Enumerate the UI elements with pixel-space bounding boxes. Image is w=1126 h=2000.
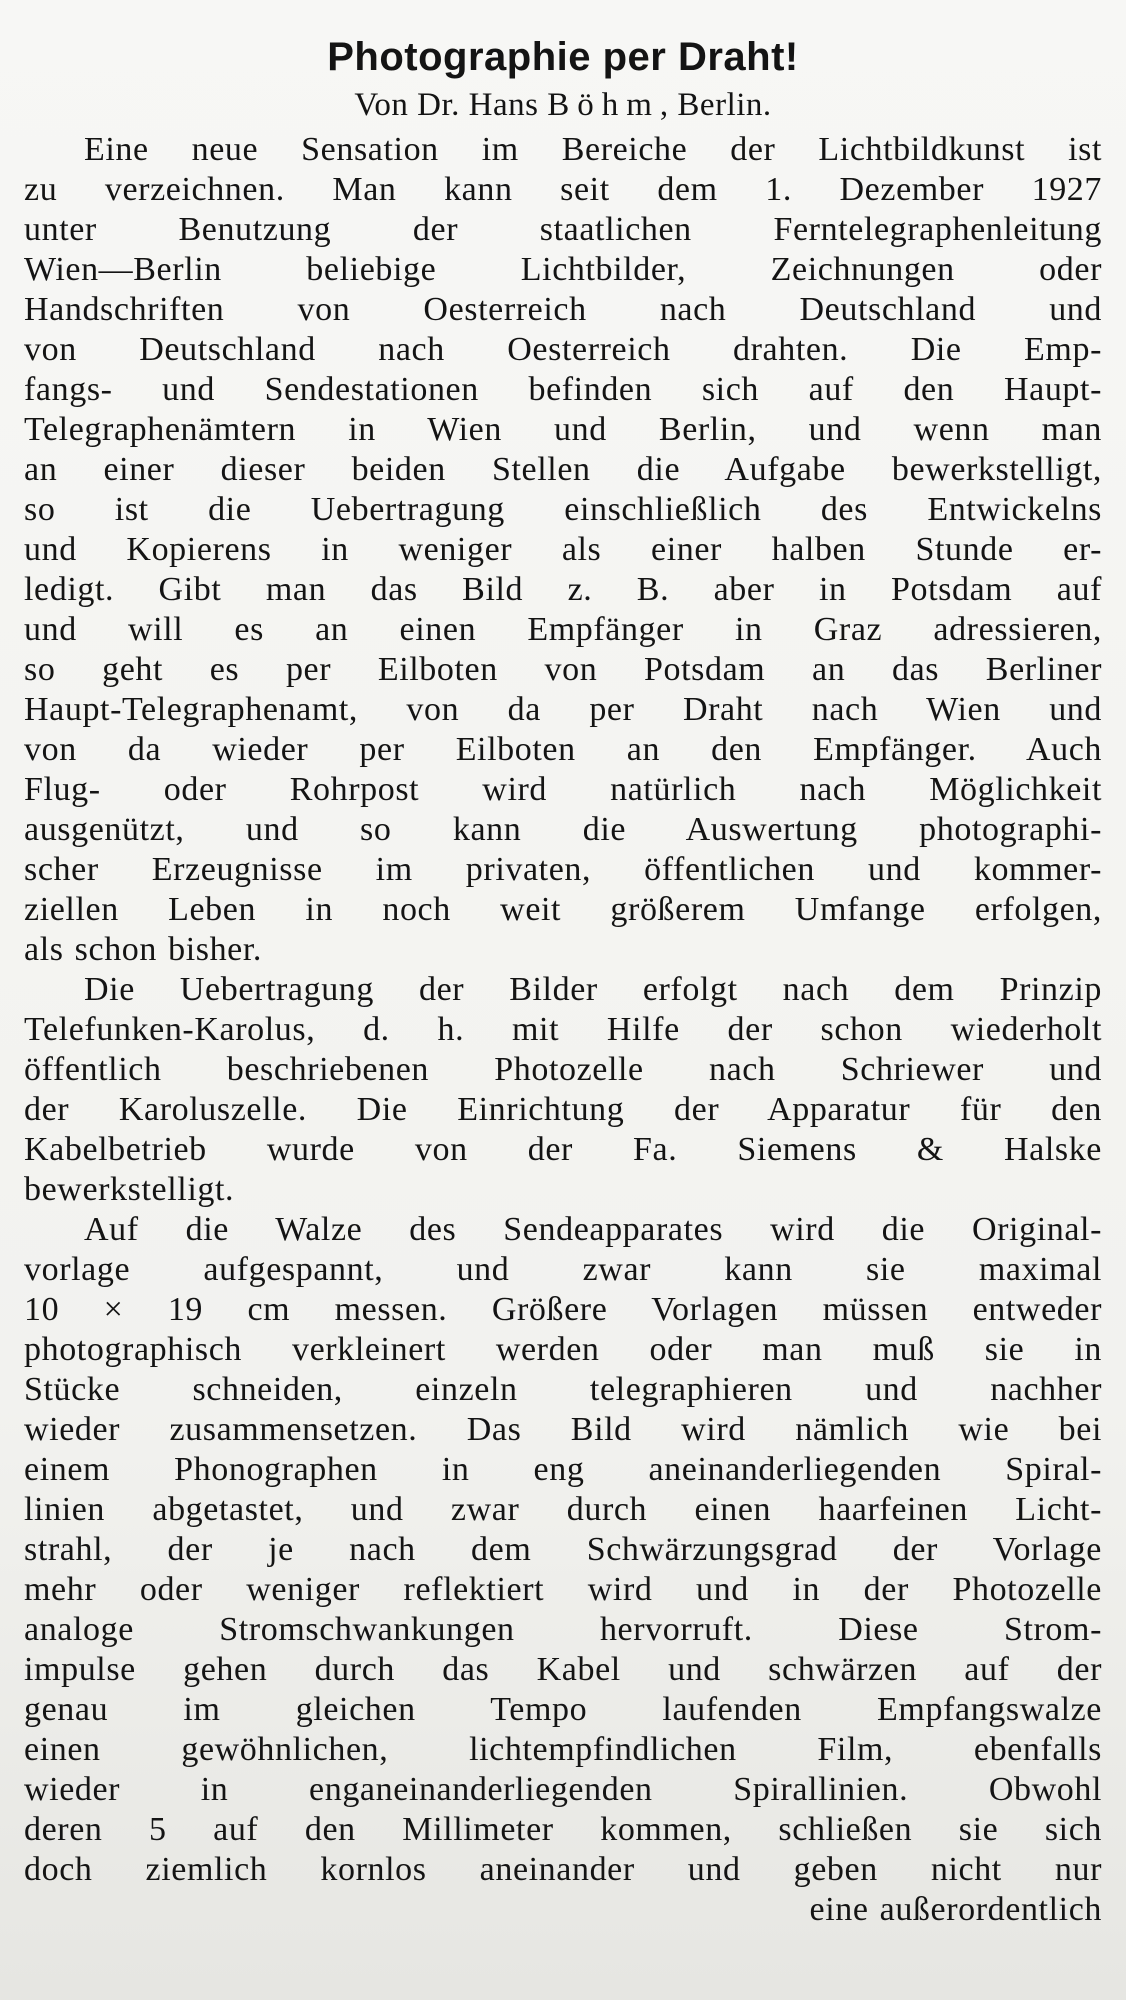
article-byline xyxy=(24,84,1102,126)
text-line: von Deutschland nach Oesterreich drahten. Die Emp- xyxy=(24,331,1102,368)
text-line: Kabelbetrieb wurde von der Fa. Siemens & Halske xyxy=(24,1131,1102,1168)
paragraph xyxy=(24,970,1102,1210)
text-line: Handschriften von Oesterreich nach Deutschland und xyxy=(24,291,1102,328)
text-line: vorlage aufgespannt, und zwar kann sie maximal xyxy=(24,1251,1102,1288)
article-title: Photographie per Draht! xyxy=(327,35,799,79)
text-line: zu verzeichnen. Man kann seit dem 1. Dezember 1927 xyxy=(24,171,1102,208)
text-line: und will es an einen Empfänger in Graz adressieren, xyxy=(24,611,1102,648)
text-line: Wien—Berlin beliebige Lichtbilder, Zeichnungen oder xyxy=(24,251,1102,288)
text-line: Auf die Walze des Sendeapparates wird die Original- xyxy=(84,1211,1102,1248)
text-line: impulse gehen durch das Kabel und schwärzen auf der xyxy=(24,1651,1102,1688)
text-line: von da wieder per Eilboten an den Empfänger. Auch xyxy=(24,731,1102,768)
text-line: wieder zusammensetzen. Das Bild wird nämlich wie bei xyxy=(24,1411,1102,1448)
byline-suffix: , Berlin. xyxy=(659,87,772,123)
text-line: unter Benutzung der staatlichen Ferntelegraphenleitung xyxy=(24,211,1102,248)
article-column xyxy=(24,30,1102,1930)
text-line: Telefunken-Karolus, d. h. mit Hilfe der schon wiederholt xyxy=(24,1011,1102,1048)
text-line: einem Phonographen in eng aneinanderliegenden Spiral- xyxy=(24,1451,1102,1488)
text-line: 10 × 19 cm messen. Größere Vorlagen müssen entweder xyxy=(24,1291,1102,1328)
text-line: genau im gleichen Tempo laufenden Empfangswalze xyxy=(24,1691,1102,1728)
text-line: ziellen Leben in noch weit größerem Umfange erfolgen, xyxy=(24,891,1102,928)
text-line: Telegraphenämtern in Wien und Berlin, und wenn man xyxy=(24,411,1102,448)
text-line: Die Uebertragung der Bilder erfolgt nach dem Prinzip xyxy=(84,971,1102,1008)
text-line: doch ziemlich kornlos aneinander und geben nicht nur xyxy=(24,1851,1102,1888)
text-line: linien abgetastet, und zwar durch einen haarfeinen Licht- xyxy=(24,1491,1102,1528)
text-line: als schon bisher. xyxy=(24,931,263,968)
text-line: strahl, der je nach dem Schwärzungsgrad der Vorlage xyxy=(24,1531,1102,1568)
text-line: wieder in enganeinanderliegenden Spirallinien. Obwohl xyxy=(24,1771,1102,1808)
text-line: Stücke schneiden, einzeln telegraphieren und nachher xyxy=(24,1371,1102,1408)
text-line: Haupt-Telegraphenamt, von da per Draht nach Wien und xyxy=(24,691,1102,728)
text-line: an einer dieser beiden Stellen die Aufgabe bewerkstelligt, xyxy=(24,451,1102,488)
byline-prefix: Von Dr. Hans xyxy=(354,87,548,123)
paragraph xyxy=(24,1210,1102,1930)
text-line: mehr oder weniger reflektiert wird und in der Photozelle xyxy=(24,1571,1102,1608)
text-line: ausgenützt, und so kann die Auswertung photographi- xyxy=(24,811,1102,848)
text-line: Flug- oder Rohrpost wird natürlich nach Möglichkeit xyxy=(24,771,1102,808)
text-line: so ist die Uebertragung einschließlich des Entwickelns xyxy=(24,491,1102,528)
paragraph xyxy=(24,130,1102,970)
text-line: analoge Stromschwankungen hervorruft. Diese Strom- xyxy=(24,1611,1102,1648)
text-line: bewerkstelligt. xyxy=(24,1171,235,1208)
text-line: einen gewöhnlichen, lichtempfindlichen Film, ebenfalls xyxy=(24,1731,1102,1768)
byline-author-name: Böhm xyxy=(547,87,660,123)
text-line: und Kopierens in weniger als einer halben Stunde er- xyxy=(24,531,1102,568)
text-line: der Karoluszelle. Die Einrichtung der Apparatur für den xyxy=(24,1091,1102,1128)
text-line: öffentlich beschriebenen Photozelle nach Schriewer und xyxy=(24,1051,1102,1088)
text-line: deren 5 auf den Millimeter kommen, schließen sie sich xyxy=(24,1811,1102,1848)
text-line: photographisch verkleinert werden oder man muß sie in xyxy=(24,1331,1102,1368)
text-line-continued: eine außerordentlich xyxy=(809,1891,1102,1928)
text-line: Eine neue Sensation im Bereiche der Lichtbildkunst ist xyxy=(84,131,1102,168)
text-line: ledigt. Gibt man das Bild z. B. aber in Potsdam auf xyxy=(24,571,1102,608)
text-line: fangs- und Sendestationen befinden sich auf den Haupt- xyxy=(24,371,1102,408)
text-line: scher Erzeugnisse im privaten, öffentlichen und kommer- xyxy=(24,851,1102,888)
article-body xyxy=(24,130,1102,1930)
text-line: so geht es per Eilboten von Potsdam an das Berliner xyxy=(24,651,1102,688)
